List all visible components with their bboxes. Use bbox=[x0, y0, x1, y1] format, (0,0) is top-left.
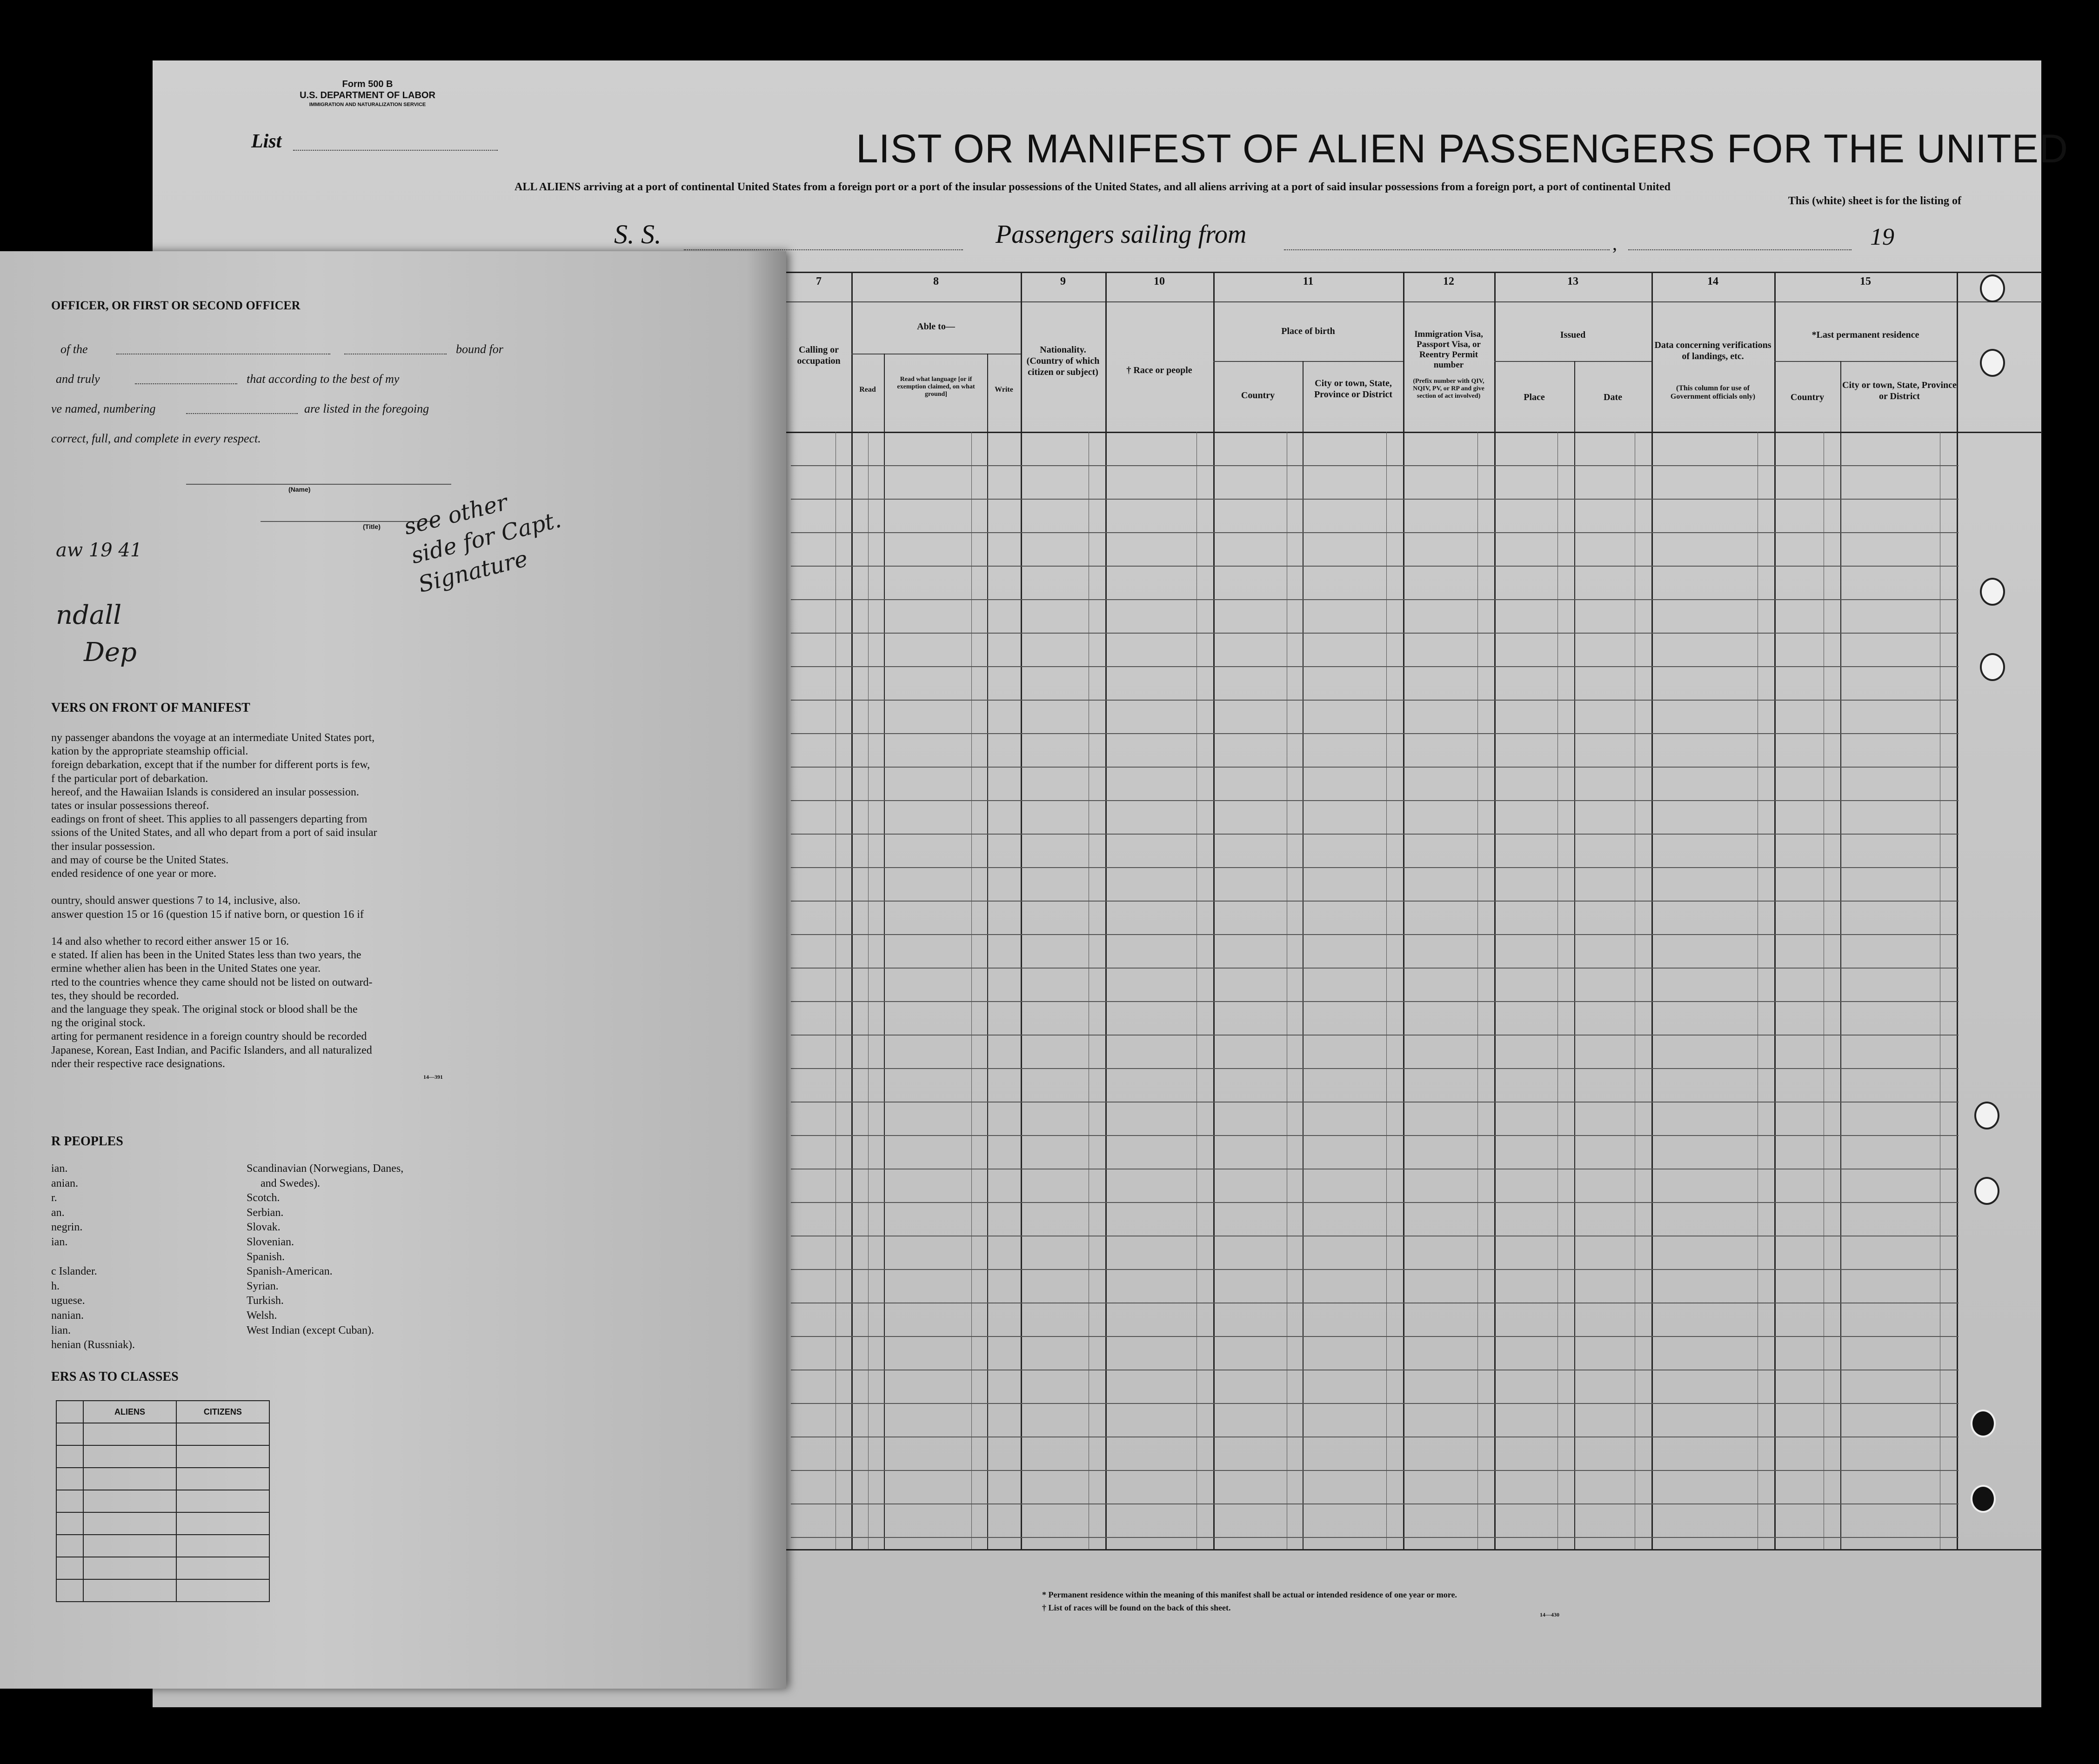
people-entry: negrin. bbox=[51, 1221, 83, 1234]
row-rule bbox=[791, 1001, 1959, 1002]
oath-heading: OFFICER, OR FIRST OR SECOND OFFICER bbox=[51, 299, 301, 312]
people-entry: and Swedes). bbox=[261, 1177, 320, 1189]
classes-col-citizens: CITIZENS bbox=[176, 1401, 269, 1423]
instructions-heading: VERS ON FRONT OF MANIFEST bbox=[51, 701, 250, 715]
instruction-line: nder their respective race designations. bbox=[51, 1057, 225, 1070]
row-rule bbox=[791, 633, 1959, 634]
table-bottom-border bbox=[786, 1549, 2042, 1550]
people-entry: h. bbox=[51, 1280, 60, 1292]
instruction-line: tates or insular possessions thereof. bbox=[51, 800, 209, 812]
instruction-line: eadings on front of sheet. This applies to all passengers departing from bbox=[51, 813, 368, 826]
instruction-line: tes, they should be recorded. bbox=[51, 989, 179, 1002]
people-entry: Spanish-American. bbox=[247, 1265, 333, 1278]
row-rule bbox=[791, 1470, 1959, 1471]
col-13-place-header: Place bbox=[1524, 392, 1545, 402]
form-number: Form 500 B bbox=[342, 79, 393, 89]
people-entry: Turkish. bbox=[247, 1295, 284, 1307]
people-entry: Spanish. bbox=[247, 1250, 285, 1263]
col-11-city-header: City or town, State, Province or District bbox=[1314, 378, 1393, 400]
sailing-from-label: Passengers sailing from bbox=[996, 220, 1247, 249]
people-entry: Syrian. bbox=[247, 1280, 279, 1292]
people-entry: Serbian. bbox=[247, 1206, 284, 1219]
punch-hole bbox=[1980, 349, 2005, 377]
instruction-line: Japanese, Korean, East Indian, and Pacific Islanders, and all naturalized bbox=[51, 1044, 372, 1056]
handwritten-title: Dep bbox=[84, 637, 137, 668]
row-rule bbox=[791, 1336, 1959, 1337]
instruction-line: ny passenger abandons the voyage at an intermediate United States port, bbox=[51, 732, 375, 744]
punch-hole bbox=[1974, 1177, 1999, 1205]
instruction-line: kation by the appropriate steamship official. bbox=[51, 745, 248, 758]
punch-hole bbox=[1974, 1102, 1999, 1129]
col-13-header: Issued bbox=[1560, 330, 1586, 340]
page-title: LIST OR MANIFEST OF ALIEN PASSENGERS FOR THE UNITED bbox=[856, 127, 2069, 171]
col-8-header: Able to— bbox=[917, 321, 955, 332]
handwritten-date: aw 19 41 bbox=[56, 540, 142, 561]
row-rule bbox=[791, 867, 1959, 868]
col-11-number: 11 bbox=[1303, 275, 1314, 287]
footnote-code: 14—430 bbox=[1540, 1611, 1559, 1618]
row-rule bbox=[791, 767, 1959, 768]
row-rule bbox=[791, 800, 1959, 801]
instruction-line: ssions of the United States, and all who depart from a port of said insular bbox=[51, 827, 377, 839]
footnote-residence: * Permanent residence within the meaning of this manifest shall be actual or intended residence of one year or more. bbox=[1042, 1590, 1457, 1599]
instruction-line: arting for permanent residence in a foreign country should be recorded bbox=[51, 1030, 367, 1043]
instruction-line: rted to the countries whence they came should not be listed on outward- bbox=[51, 976, 373, 989]
people-entry: ian. bbox=[51, 1236, 68, 1248]
oath-and-truly: and truly bbox=[56, 372, 100, 386]
people-entry: uguese. bbox=[51, 1295, 85, 1307]
title-caption: (Title) bbox=[363, 523, 381, 530]
people-entry: lian. bbox=[51, 1324, 71, 1336]
oath-numbering: ve named, numbering bbox=[51, 402, 156, 415]
col-13-number: 13 bbox=[1567, 275, 1578, 287]
form-service: IMMIGRATION AND NATURALIZATION SERVICE bbox=[309, 102, 426, 107]
instruction-line: ther insular possession. bbox=[51, 840, 155, 853]
instruction-line: ermine whether alien has been in the United States one year. bbox=[51, 962, 321, 975]
row-rule bbox=[791, 1202, 1959, 1203]
col-7-number: 7 bbox=[816, 275, 822, 287]
punch-hole bbox=[1980, 274, 2005, 302]
col-8-number: 8 bbox=[933, 275, 939, 287]
col-15-country-header: Country bbox=[1790, 392, 1825, 402]
classes-table bbox=[56, 1400, 270, 1602]
instruction-line: ng the original stock. bbox=[51, 1017, 146, 1029]
oath-bound-for: bound for bbox=[456, 342, 503, 356]
punch-hole bbox=[1971, 1410, 1996, 1437]
people-entry: Scandinavian (Norwegians, Danes, bbox=[247, 1163, 404, 1175]
col-7-header: Calling or occupation bbox=[797, 345, 841, 366]
punch-hole bbox=[1980, 653, 2005, 681]
row-rule bbox=[791, 968, 1959, 969]
row-rule bbox=[791, 1035, 1959, 1036]
subtitle-line-2: This (white) sheet is for the listing of bbox=[1788, 195, 1961, 207]
form-department: U.S. DEPARTMENT OF LABOR bbox=[300, 90, 435, 100]
handwritten-name: ndall bbox=[56, 600, 122, 630]
instruction-line: ountry, should answer questions 7 to 14, inclusive, also. bbox=[51, 895, 301, 907]
row-rule bbox=[791, 499, 1959, 500]
row-rule bbox=[791, 1068, 1959, 1069]
list-label: List bbox=[251, 131, 282, 152]
punch-hole bbox=[1980, 578, 2005, 606]
row-rule bbox=[791, 1537, 1959, 1538]
col-15-city-header: City or town, State, Province or District bbox=[1842, 380, 1957, 401]
col-15-number: 15 bbox=[1860, 275, 1871, 287]
instruction-line: 14 and also whether to record either answer 15 or 16. bbox=[51, 935, 289, 948]
col-11-header: Place of birth bbox=[1281, 326, 1335, 336]
handwritten-note: see other side for Capt. Signature bbox=[401, 489, 564, 598]
name-caption: (Name) bbox=[288, 486, 311, 493]
col-9-header: Nationality. (Country of which citizen or subject) bbox=[1026, 345, 1100, 377]
header-bottom-border bbox=[786, 432, 2042, 433]
subtitle-line-1: ALL ALIENS arriving at a port of continental United States from a foreign port or a port of the insular possessions of the United States, and all aliens arriving at a port of said insular possessions from a foreign port, a port of continental United bbox=[515, 181, 1671, 193]
col-15-header: *Last permanent residence bbox=[1812, 330, 1919, 340]
people-entry: an. bbox=[51, 1206, 65, 1219]
instructions-code: 14—391 bbox=[423, 1074, 443, 1080]
instruction-line: ended residence of one year or more. bbox=[51, 868, 217, 880]
col-9-number: 9 bbox=[1060, 275, 1066, 287]
people-entry: nanian. bbox=[51, 1310, 84, 1322]
col-14-header: Data concerning verifications of landings, etc. bbox=[1654, 340, 1771, 361]
people-entry: ian. bbox=[51, 1163, 68, 1175]
instruction-line: e stated. If alien has been in the United States less than two years, the bbox=[51, 949, 361, 962]
row-rule bbox=[791, 934, 1959, 935]
col-14-note: (This column for use of Government officials only) bbox=[1670, 384, 1756, 401]
row-rule bbox=[791, 1403, 1959, 1404]
col-8-write-header: Write bbox=[995, 386, 1013, 394]
row-rule bbox=[791, 1503, 1959, 1504]
instruction-line: answer question 15 or 16 (question 15 if native born, or question 16 if bbox=[51, 908, 364, 921]
instruction-line: foreign debarkation, except that if the number for different ports is few, bbox=[51, 759, 370, 771]
table-top-border bbox=[786, 272, 2042, 273]
people-entry: r. bbox=[51, 1192, 57, 1204]
classes-heading: ERS AS TO CLASSES bbox=[51, 1370, 179, 1384]
col-14-number: 14 bbox=[1707, 275, 1718, 287]
people-entry: Welsh. bbox=[247, 1310, 277, 1322]
oath-according: that according to the best of my bbox=[247, 372, 400, 386]
footnote-races: † List of races will be found on the back of this sheet. bbox=[1042, 1603, 1231, 1612]
row-rule bbox=[791, 532, 1959, 533]
people-entry: c Islander. bbox=[51, 1265, 97, 1278]
row-rule bbox=[791, 834, 1959, 835]
people-entry: West Indian (except Cuban). bbox=[247, 1324, 374, 1336]
col-12-number: 12 bbox=[1443, 275, 1454, 287]
instruction-line: and the language they speak. The original stock or blood shall be the bbox=[51, 1003, 358, 1016]
instruction-line: and may of course be the United States. bbox=[51, 854, 229, 866]
row-rule bbox=[791, 666, 1959, 667]
col-12-note: (Prefix number with QIV, NQIV, PV, or RP and give section of act involved) bbox=[1413, 378, 1484, 400]
people-entry: anian. bbox=[51, 1177, 78, 1189]
people-entry: Slovak. bbox=[247, 1221, 281, 1234]
row-rule bbox=[791, 465, 1959, 466]
col-8-language-header: Read what language [or if exemption claimed, on what ground] bbox=[897, 376, 975, 398]
year-label: 19 bbox=[1870, 224, 1894, 250]
people-entry: henian (Russniak). bbox=[51, 1339, 135, 1351]
ss-label: S. S. bbox=[614, 219, 662, 249]
row-rule bbox=[791, 1269, 1959, 1270]
row-rule bbox=[791, 901, 1959, 902]
people-entry: Scotch. bbox=[247, 1192, 280, 1204]
oath-of-the: of the bbox=[60, 342, 88, 356]
col-8-read-header: Read bbox=[859, 386, 876, 394]
col-11-country-header: Country bbox=[1241, 390, 1275, 401]
oath-listed: are listed in the foregoing bbox=[304, 402, 429, 415]
row-rule bbox=[791, 1135, 1959, 1136]
oath-complete: correct, full, and complete in every respect. bbox=[51, 432, 261, 445]
people-entry: Slovenian. bbox=[247, 1236, 294, 1248]
col-10-header: † Race or people bbox=[1126, 365, 1192, 375]
row-rule bbox=[791, 733, 1959, 734]
row-rule bbox=[791, 566, 1959, 567]
instruction-line: hereof, and the Hawaiian Islands is considered an insular possession. bbox=[51, 786, 359, 798]
col-12-header: Immigration Visa, Passport Visa, or Reentry Permit number bbox=[1414, 329, 1483, 370]
peoples-heading: R PEOPLES bbox=[51, 1134, 123, 1149]
col-10-number: 10 bbox=[1154, 275, 1165, 287]
row-rule bbox=[791, 599, 1959, 600]
classes-col-aliens: ALIENS bbox=[83, 1401, 176, 1423]
punch-hole bbox=[1971, 1485, 1996, 1513]
row-rule bbox=[791, 700, 1959, 701]
col-13-date-header: Date bbox=[1604, 392, 1622, 402]
instruction-line: f the particular port of debarkation. bbox=[51, 772, 208, 785]
